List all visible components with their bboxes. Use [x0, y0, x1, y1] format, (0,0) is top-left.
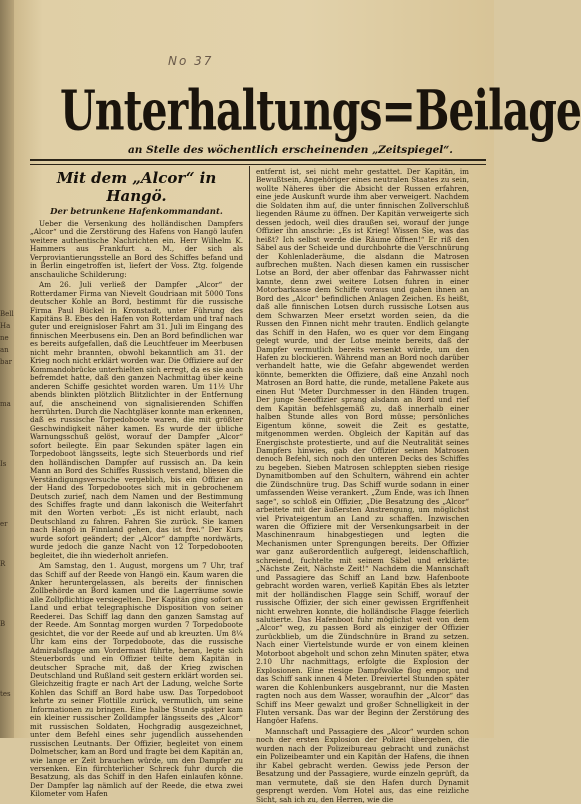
article-subtitle: Der betrunkene Hafenkommandant.	[50, 207, 223, 217]
margin-fragment: tes	[0, 690, 11, 698]
article-column-left	[30, 168, 243, 799]
margin-fragment: ma	[0, 400, 11, 408]
margin-fragment: ne	[0, 334, 9, 342]
margin-fragment: R	[0, 560, 6, 568]
margin-fragment: B	[0, 620, 6, 628]
page-title: Unterhaltungs=Beilage	[60, 78, 581, 143]
article-title: Mit dem „Alcor“ in Hangö.	[56, 169, 217, 205]
margin-fragment: an	[0, 346, 9, 354]
column-divider	[249, 166, 250, 731]
left-binding-margin	[0, 0, 14, 738]
header-rule	[30, 159, 486, 165]
margin-fragment: er	[0, 520, 8, 528]
margin-fragment: Is	[0, 460, 7, 468]
article-paragraph: Ueber die Versenkung des holländischen Dampfers „Alcor“ und die Zerstörung des Hafens von Hangö laufen weitere authentische Nachrichten ein. Herr Wilhelm K. Hammers aus Frankfurt a. M., der sich als Verproviantierungsstelle an Bord des Schiffes befand und in Berlin eingetroffen ist, liefert der Voss. Ztg. folgende anschauliche Schilderung:	[30, 219, 243, 279]
margin-fragment: bar	[0, 358, 13, 366]
article-paragraph: Am Samstag, den 1. August, morgens um 7 Uhr, traf das Schiff auf der Reede von Hangö ein. Kaum waren die Anker heruntergelassen, als bereits der finnischen Zollbehörde an Bord kamen und die Lagerräume sowie alle Zollpflichtige versiegelten. Der Kapitän ging sofort an Land und erbat telegraphische Disposition von seiner Reederei. Das Schiff lag dann den ganzen Samstag auf der Reede. Am Sonntag morgen wurden 7 Torpedoboote gesichtet, die vor der Reede auf und ab kreuzten. Um 8¼ Uhr kam eins der Torpedoboote, das die russische Admiralsflagge am Vordermast führte, heran, legte sich Steuerbords und ein Offizier teilte dem Kapitän in deutscher Sprache mit, daß der Krieg zwischen Deutschland und Rußland seit gestern erklärt worden sei. Gleichzeitig fragte er nach Art der Ladung, welche Sorte Kohlen das Schiff an Bord habe usw. Das Torpedoboot kehrte zu seiner Flottille zurück, vermutlich, um seine Informationen zu bringen. Eine halbe Stunde später kam ein kleiner russischer Zolldampfer längsseits des „Alcor“ mit russischen Soldaten, Hochgradig ausgezeichnet, unter dem Befehl eines sehr jugendlich aussehenden russischen Leutnants. Der Offizier, begleitet von einem Dolmetscher, kam an Bord und fragte bei dem Kapitän an, wie lange er Zeit brauchen würde, um den Dampfer zu versenken. Ein fürchterlicher Schreck fuhr durch die Besatzung, als das Schiff in den Hafen einlaufen könne. Der Dampfer lag nämlich auf der Reede, die etwa zwei Kilometer vom Hafen	[30, 561, 243, 799]
article-column-right	[256, 167, 469, 804]
margin-fragment: Bell	[0, 310, 14, 318]
article-paragraph: entfernt ist, sei nicht mehr gestattet. Der Kapitän, im Bewußtsein, Angehöriger eines neutralen Staates zu sein, wollte Näheres über die Absicht der Russen erfahren, eine jede Auskunft wurde ihm aber verweigert. Nachdem die Soldaten ihm auf, die unter finnischen Zollverschluß liegenden Räume zu öffnen. Der Kapitän verweigerte sich dessen jedoch, weil dies draußen sei, worauf der junge Offizier ihn anschrie: „Es ist Krieg! Wissen Sie, was das heißt? Ich selbst werde die Räume öffnen!“ Er riß den Säbel aus der Scheide und durchbohrte die Verschnürung der Kohlenladeräume, die alsdann die Matrosen aufbrechen mußten. Nach diesen kamen ein russischer Lotse an Bord, der aber offenbar das Fahrwasser nicht kannte, denn zwei weitere Lotsen fuhren in einer Motorbarkasse dem Schiffe voraus und gaben ihnen an Bord des „Alcor“ befindlichen Anlagen Zeichen. Es heißt, daß alle finnischen Lotsen durch russische Lotsen aus dem Schwarzen Meer ersetzt worden seien, da die Russen den Finnen nicht mehr trauten. Endlich gelangte das Schiff in den Hafen, wo es quer vor dem Eingang gelegt wurde, und der Lotse meinte bereits, daß der Dampfer vermutlich bereits versenkt würde, um den Hafen zu blockieren. Während man an Bord noch darüber verhandelt hatte, wie die Gefahr abgewendet werden könnte, bemerkten die Offiziere, daß eine Anzahl noch Matrosen an Bord hatte, die runde, metallene Pakete aus einen Hut 'Meter Durchmesser in den Händen trugen. Der junge Seeoffizier sprang alsdann an Bord und rief dem Kapitän befehlsgemäß zu, daß innerhalb einer halben Stunde alles von Bord müsse; persönliches Eigentum könne, soweit die Zeit es gestatte, mitgenommen werden. Obgleich der Kapitän auf das Energischste protestierte, und auf die Neutralität seines Dampfers hinwies, gab der Offizier seinen Matrosen denoch Befehl, sich noch den unteren Decks des Schiffes zu begeben. Sieben Matrosen schleppten sieben riesige Dynamitbomben auf den Schultern, während ein achter die Zündschnüre trug. Das Schiff wurde sodann in einer umfassenden Weise verankert. „Zum Ende, was ich Ihnen sage“, so schloß ein Offizier, „Die Besatzung des „Alcor“ arbeitete mit der äußersten Anstrengung, um möglichst viel Privateigentum an Land zu schaffen. Inzwischen waren die Offiziere mit der Versenkungsarbeit in der Maschinenraum hinabgestiegen und legten die Mechanismen unter Sprengungen bereits. Der Offizier war ganz außerordentlich aufgeregt, leidenschaftlich, schreiend, fuchtelte mit seinem Säbel und erklärte: „Nächste Zeit, Nächste Zeit!“ Nachdem die Mannschaft und Passagiere das Schiff an Land bzw. Hafenboote gebracht worden waren, verließ Kapitän Ebes als letzter mit der holländischen Flagge sein Schiff, worauf der russische Offizier, der sich einer gewissen Ergriffenheit nicht erwehren konnte, die holländische Flagge feierlich salutierte. Das Hafenboot fuhr möglichst weit von dem „Alcor“ weg, zu passen Bord als einziger der Offizier zurückblieb, um die Zündschnüre in Brand zu setzen. Nach einer Viertelstunde wurde er von einem kleinen Motorboot abgeholt und schon zehn Minuten später, etwa 2.10 Uhr nachmittags, erfolgte die Explosion der Explosionen. Eine riesige Dampfwolke flog empor, und das Schiff sank innen 4 Meter. Dreiviertel Stunden später waren die Kohlenbunkers ausgebrannt, nur die Masten ragten noch aus dem Wasser, woraufhin der „Alcor“ das Schiff ins Meer gewalzt und großer Schnelligkeit in der Fluten versank. Das war der Beginn der Zerstörung des Hangöer Hafens.	[256, 167, 469, 726]
handwritten-number: No 37	[168, 54, 214, 68]
article-paragraph: Am 26. Juli verließ der Dampfer „Alcor“ der Rotterdamer Firma van Nievelt Goudriaan mit 5000 Tons deutscher Kohle an Bord, bestimmt für die russische Firma Paul Bückel in Kronstadt, unter Führung des Kapitäns B. Ebes den Hafen von Rotterdam und traf nach guter und ereignisloser Fahrt am 31. Juli im Eingang des finnischen Meerbusens ein. Den an Bord befindlichen war es bereits aufgefallen, daß die Leuchtfeuer im Meerbusen nicht mehr brannten, obwohl bekanntlich am 31. der Krieg noch nicht erklärt worden war. Die Offiziere auf der Kommandobrücke unterhielten sich erregt, da es sie auch befremdet hatte, daß den ganzen Nachmittag über keine anderen Schiffe gesichtet worden waren. Um 11½ Uhr abends blinkten plötzlich Blitzlichter in der Entfernung auf, die anscheinend von signalisierenden Schiffen herrührten. Durch die Nachtgläser konnte man erkennen, daß es russische Torpedoboote waren, die mit größter Geschwindigkeit näher kamen. Es wurde der übliche Warnungsschuß gelöst, worauf der Dampfer „Alcor“ sofort beilegte. Ein paar Sekunden später lagen ein Torpedoboot längsseits, legte sich Steuerbords und rief den holländischen Dampfer auf russisch an. Da kein Mann an Bord des Schiffes Russisch verstand, bliesen die Verständigungsversuche vergeblich, bis ein Offizier an der Hand des Torpedobootes sich mit in gebrochenem Deutsch zurief, nach dem Namen und der Bestimmung des Schiffes fragte und dann lakonisch die Weiterfahrt mit den Worten verbot: „Es ist nicht erlaubt, nach Deutschland zu fahren. Fahren Sie zurück. Sie kamen nach Hangö in Finnland gehen, das ist frei.“ Der Kurs wurde sofort geändert; der „Alcor“ dampfte nordwärts, wurde jedoch die ganze Nacht von 12 Torpedobooten begleitet, die ihn wiederholt anriefen.	[30, 280, 243, 560]
margin-fragment: Ha	[0, 322, 11, 330]
page-subtitle: an Stelle des wöchentlich erscheinenden „Zeitspiegel“.	[128, 144, 453, 156]
article-paragraph: Mannschaft und Passagiere des „Alcor“ wurden schon noch der ersten Explosion der Polizei übergeben, die wurden nach der Polizeibureau gebracht und zunächst ein Polizeibeamter und ein Kapitän der Hafens, die ihnen ihr Kabel gebracht werden. Gewiss jede Person der Besatzung und der Passagiere, wurde einzeln geprüft, da man vermutete, daß sie den Hafen durch Dynamit gesprengt werden. Vom Hotel aus, das eine reizliche Sicht, sah ich zu, den Herren, wie die	[256, 726, 469, 804]
